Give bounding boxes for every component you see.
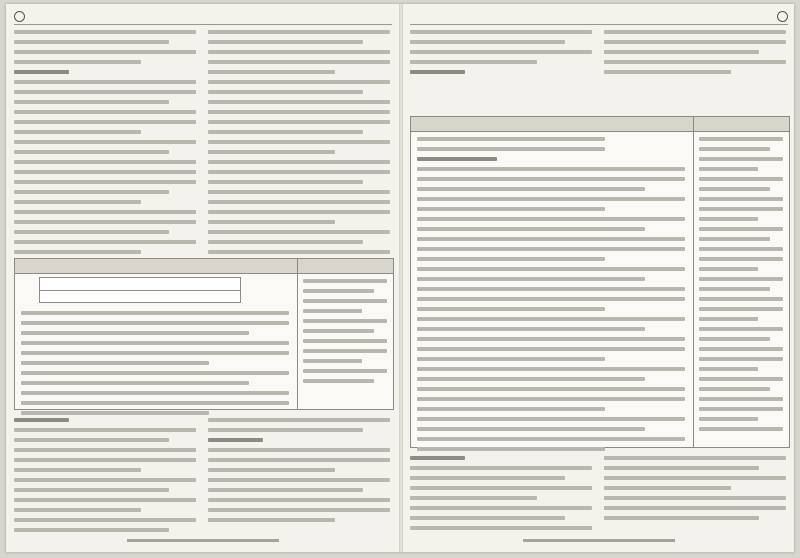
left-page-header (14, 10, 392, 25)
left-text-column-1 (14, 30, 196, 260)
document-spread (6, 4, 794, 552)
choice-answer-mini-table (39, 277, 241, 303)
left-answer-table (14, 258, 394, 410)
right-top-column-2 (604, 30, 786, 80)
left-answer-table-header (15, 259, 393, 274)
left-page (14, 10, 392, 546)
right-bottom-column-2 (604, 456, 786, 526)
section-title (14, 246, 174, 254)
publisher-logo-icon (777, 11, 788, 22)
left-page-footer (14, 536, 392, 546)
right-top-column-1 (410, 30, 592, 80)
right-page (410, 10, 788, 546)
left-bottom-column-1 (14, 418, 196, 538)
left-bottom-column-2 (208, 418, 390, 528)
right-answer-table-header (411, 117, 789, 132)
left-text-column-2 (208, 30, 390, 260)
right-answer-table (410, 116, 790, 448)
page-gutter (399, 4, 403, 552)
right-bottom-column-1 (410, 456, 592, 536)
right-page-header (410, 10, 788, 25)
publisher-logo-icon (14, 11, 25, 22)
right-page-footer (410, 536, 788, 546)
